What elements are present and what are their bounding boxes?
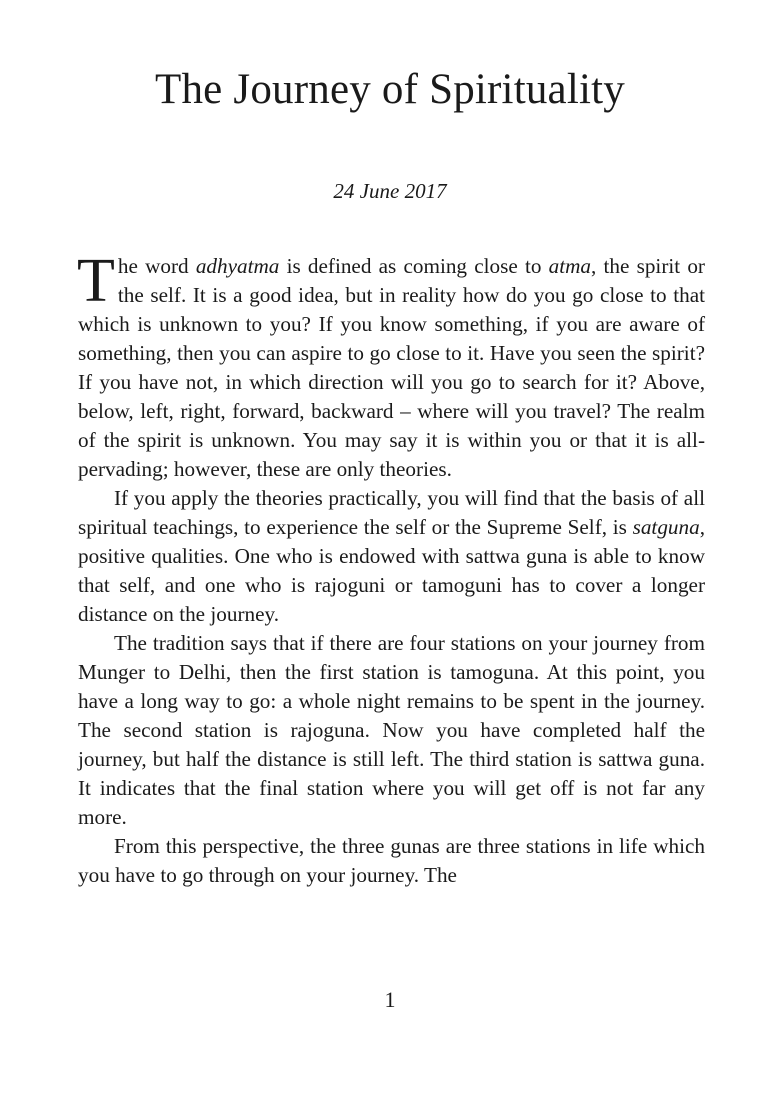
paragraph-2-text-a: If you apply the theories practically, you will find that the basis of all spiritual teachings, to experience the self or the Supreme Self, is [78,486,705,539]
term-atma: atma [548,254,592,278]
term-adhyatma: adhyatma [195,254,280,278]
paragraph-1-text-c: , the spirit or the self. It is a good idea, but in reality how do you go close to that which is unknown to you? If you know something, if you are aware of something, then you can aspire to go close to it. Have you seen the spirit? If you have not, in which direction will you go to search for it? Above, below, left, right, forward, backward – where will you travel? The realm of the spirit is unknown. You may say it is within you or that it is all-pervading; however, these are only theories. [78,254,705,481]
drop-cap-letter: T [77,247,115,315]
paragraph-3: The tradition says that if there are four stations on your journey from Munger to Delhi, then the first station is tamoguna. At this point, you have a long way to go: a whole night remains to be spent in the journey. The second station is rajoguna. Now you have completed half the journey, but half the distance is still left. The third station is sattwa guna. It indicates that the final station where you will get off is not far any more. [78,631,705,829]
paragraph-4: From this perspective, the three gunas are three stations in life which you have to go through on your journey. The [78,834,705,887]
paragraph-2 [78,484,705,629]
paragraph-1-text-a: he word [117,254,196,278]
chapter-date: 24 June 2017 [333,179,447,203]
page-number: 1 [384,987,396,1012]
page-title: The Journey of Spirituality [155,66,625,113]
paragraph-1 [77,247,705,484]
paragraph-2-text-b: , positive qualities. One who is endowed with sattwa guna is able to know that self, and one who is rajoguni or tamoguni has to cover a longer distance on the journey. [78,515,705,626]
term-satguna: satguna [632,515,700,539]
body-text [77,247,705,890]
paragraph-1-text-b: is defined as coming close to [279,254,549,278]
